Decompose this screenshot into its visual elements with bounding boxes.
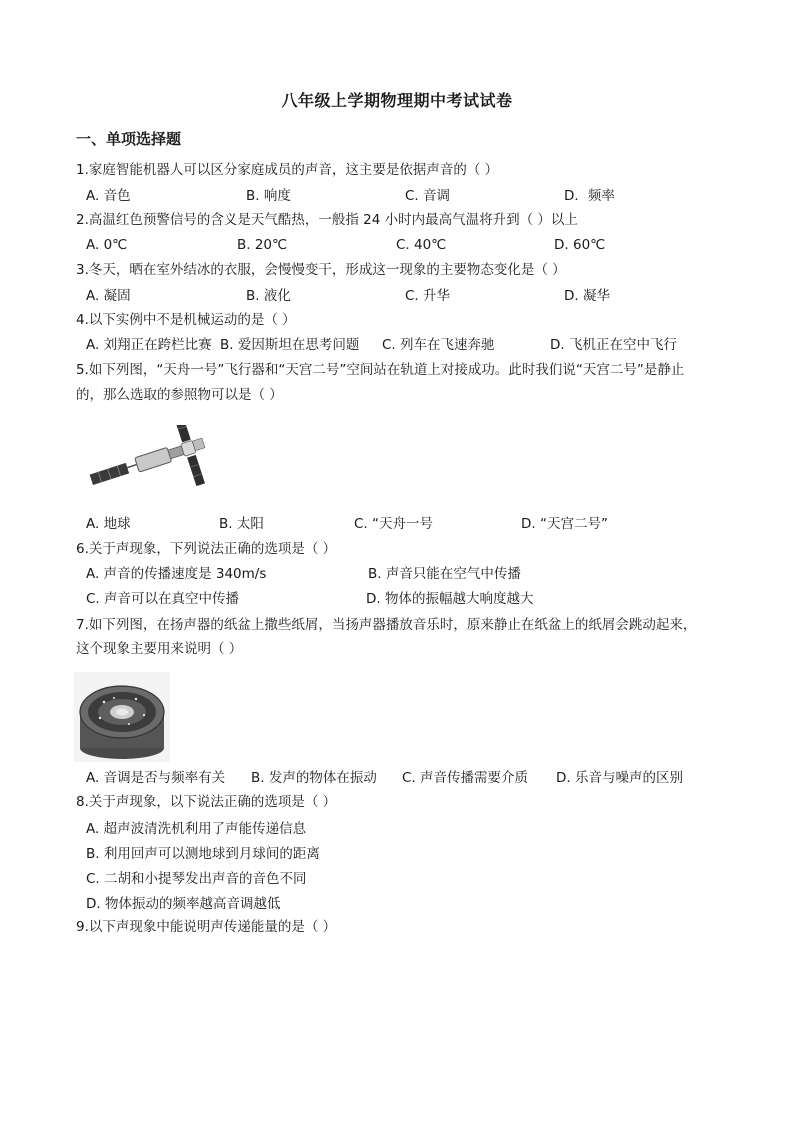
option-d: D. 凝华	[564, 288, 610, 304]
page-title: 八年级上学期物理期中考试试卷	[281, 91, 513, 110]
speaker-photo	[74, 672, 170, 762]
option-a: A. 刘翔正在跨栏比赛	[86, 337, 212, 353]
option-d: D. 物体振动的频率越高音调越低	[86, 896, 281, 912]
option-b: B. 响度	[246, 188, 291, 204]
question-2-stem: 2.高温红色预警信号的含义是天气酷热，一般指 24 小时内最高气温将升到（ ）以上	[76, 212, 578, 228]
option-a: A. 声音的传播速度是 340m/s	[86, 566, 267, 582]
question-1-options	[86, 185, 726, 207]
option-b: B. 液化	[246, 288, 291, 304]
option-d: D．频率	[564, 188, 615, 204]
option-d: D. 飞机正在空中飞行	[550, 337, 677, 353]
question-6-options-row-1	[86, 563, 726, 585]
option-b: B. 20℃	[237, 237, 288, 253]
option-d: D. 物体的振幅越大响度越大	[366, 591, 534, 607]
option-c: C. 声音传播需要介质	[402, 770, 529, 786]
option-a: A. 0℃	[86, 237, 128, 253]
option-a: A. 超声波清洗机利用了声能传递信息	[86, 821, 307, 837]
option-c: C. 声音可以在真空中传播	[86, 591, 240, 607]
question-3-stem: 3.冬天，晒在室外结冰的衣服，会慢慢变干，形成这一现象的主要物态变化是（ ）	[76, 262, 566, 278]
option-b: B. 爱因斯坦在思考问题	[220, 337, 360, 353]
option-c: C. 40℃	[396, 237, 447, 253]
question-7-stem-line-2: 这个现象主要用来说明（ ）	[76, 641, 243, 657]
question-1-stem: 1.家庭智能机器人可以区分家庭成员的声音，这主要是依据声音的（ ）	[76, 162, 499, 178]
question-6-stem: 6.关于声现象，下列说法正确的选项是（ ）	[76, 541, 337, 557]
question-7-options	[86, 767, 726, 789]
question-5-options	[86, 513, 726, 535]
option-a: A. 音调是否与频率有关	[86, 770, 226, 786]
option-a: A. 凝固	[86, 288, 131, 304]
question-7-stem-line-1: 7.如下列图，在扬声器的纸盆上撒些纸屑，当扬声器播放音乐时，原来静止在纸盆上的纸屑会跳动起来，	[76, 617, 697, 633]
question-5-stem-line-2: 的，那么选取的参照物可以是（ ）	[76, 387, 283, 403]
question-4-options	[86, 334, 726, 356]
option-c: C. 音调	[405, 188, 451, 204]
option-b: B. 利用回声可以测地球到月球间的距离	[86, 846, 320, 862]
question-9-stem: 9.以下声现象中能说明声传递能量的是（ ）	[76, 919, 337, 935]
question-6-options-row-2	[86, 588, 726, 610]
question-3-options	[86, 285, 726, 307]
spacecraft-photo	[88, 425, 228, 505]
question-2-options	[86, 234, 726, 256]
option-b: B. 声音只能在空气中传播	[368, 566, 521, 582]
option-b: B. 太阳	[219, 516, 264, 532]
option-c: C. “天舟一号	[354, 516, 434, 532]
option-d: D. 60℃	[554, 237, 606, 253]
option-c: C. 二胡和小提琴发出声音的音色不同	[86, 871, 307, 887]
option-b: B. 发声的物体在振动	[251, 770, 377, 786]
option-c: C. 列车在飞速奔驰	[382, 337, 495, 353]
option-a: A. 音色	[86, 188, 131, 204]
question-8-stem: 8.关于声现象，以下说法正确的选项是（ ）	[76, 794, 337, 810]
option-d: D. 乐音与噪声的区别	[556, 770, 683, 786]
question-4-stem: 4.以下实例中不是机械运动的是（ ）	[76, 312, 296, 328]
question-5-stem-line-1: 5.如下列图，“天舟一号”飞行器和“天宫二号”空间站在轨道上对接成功。此时我们说“天宫二号”是静止	[76, 362, 685, 378]
section-heading: 一、单项选择题	[76, 130, 182, 148]
option-d: D. “天宫二号”	[521, 516, 608, 532]
option-a: A. 地球	[86, 516, 131, 532]
option-c: C. 升华	[405, 288, 451, 304]
